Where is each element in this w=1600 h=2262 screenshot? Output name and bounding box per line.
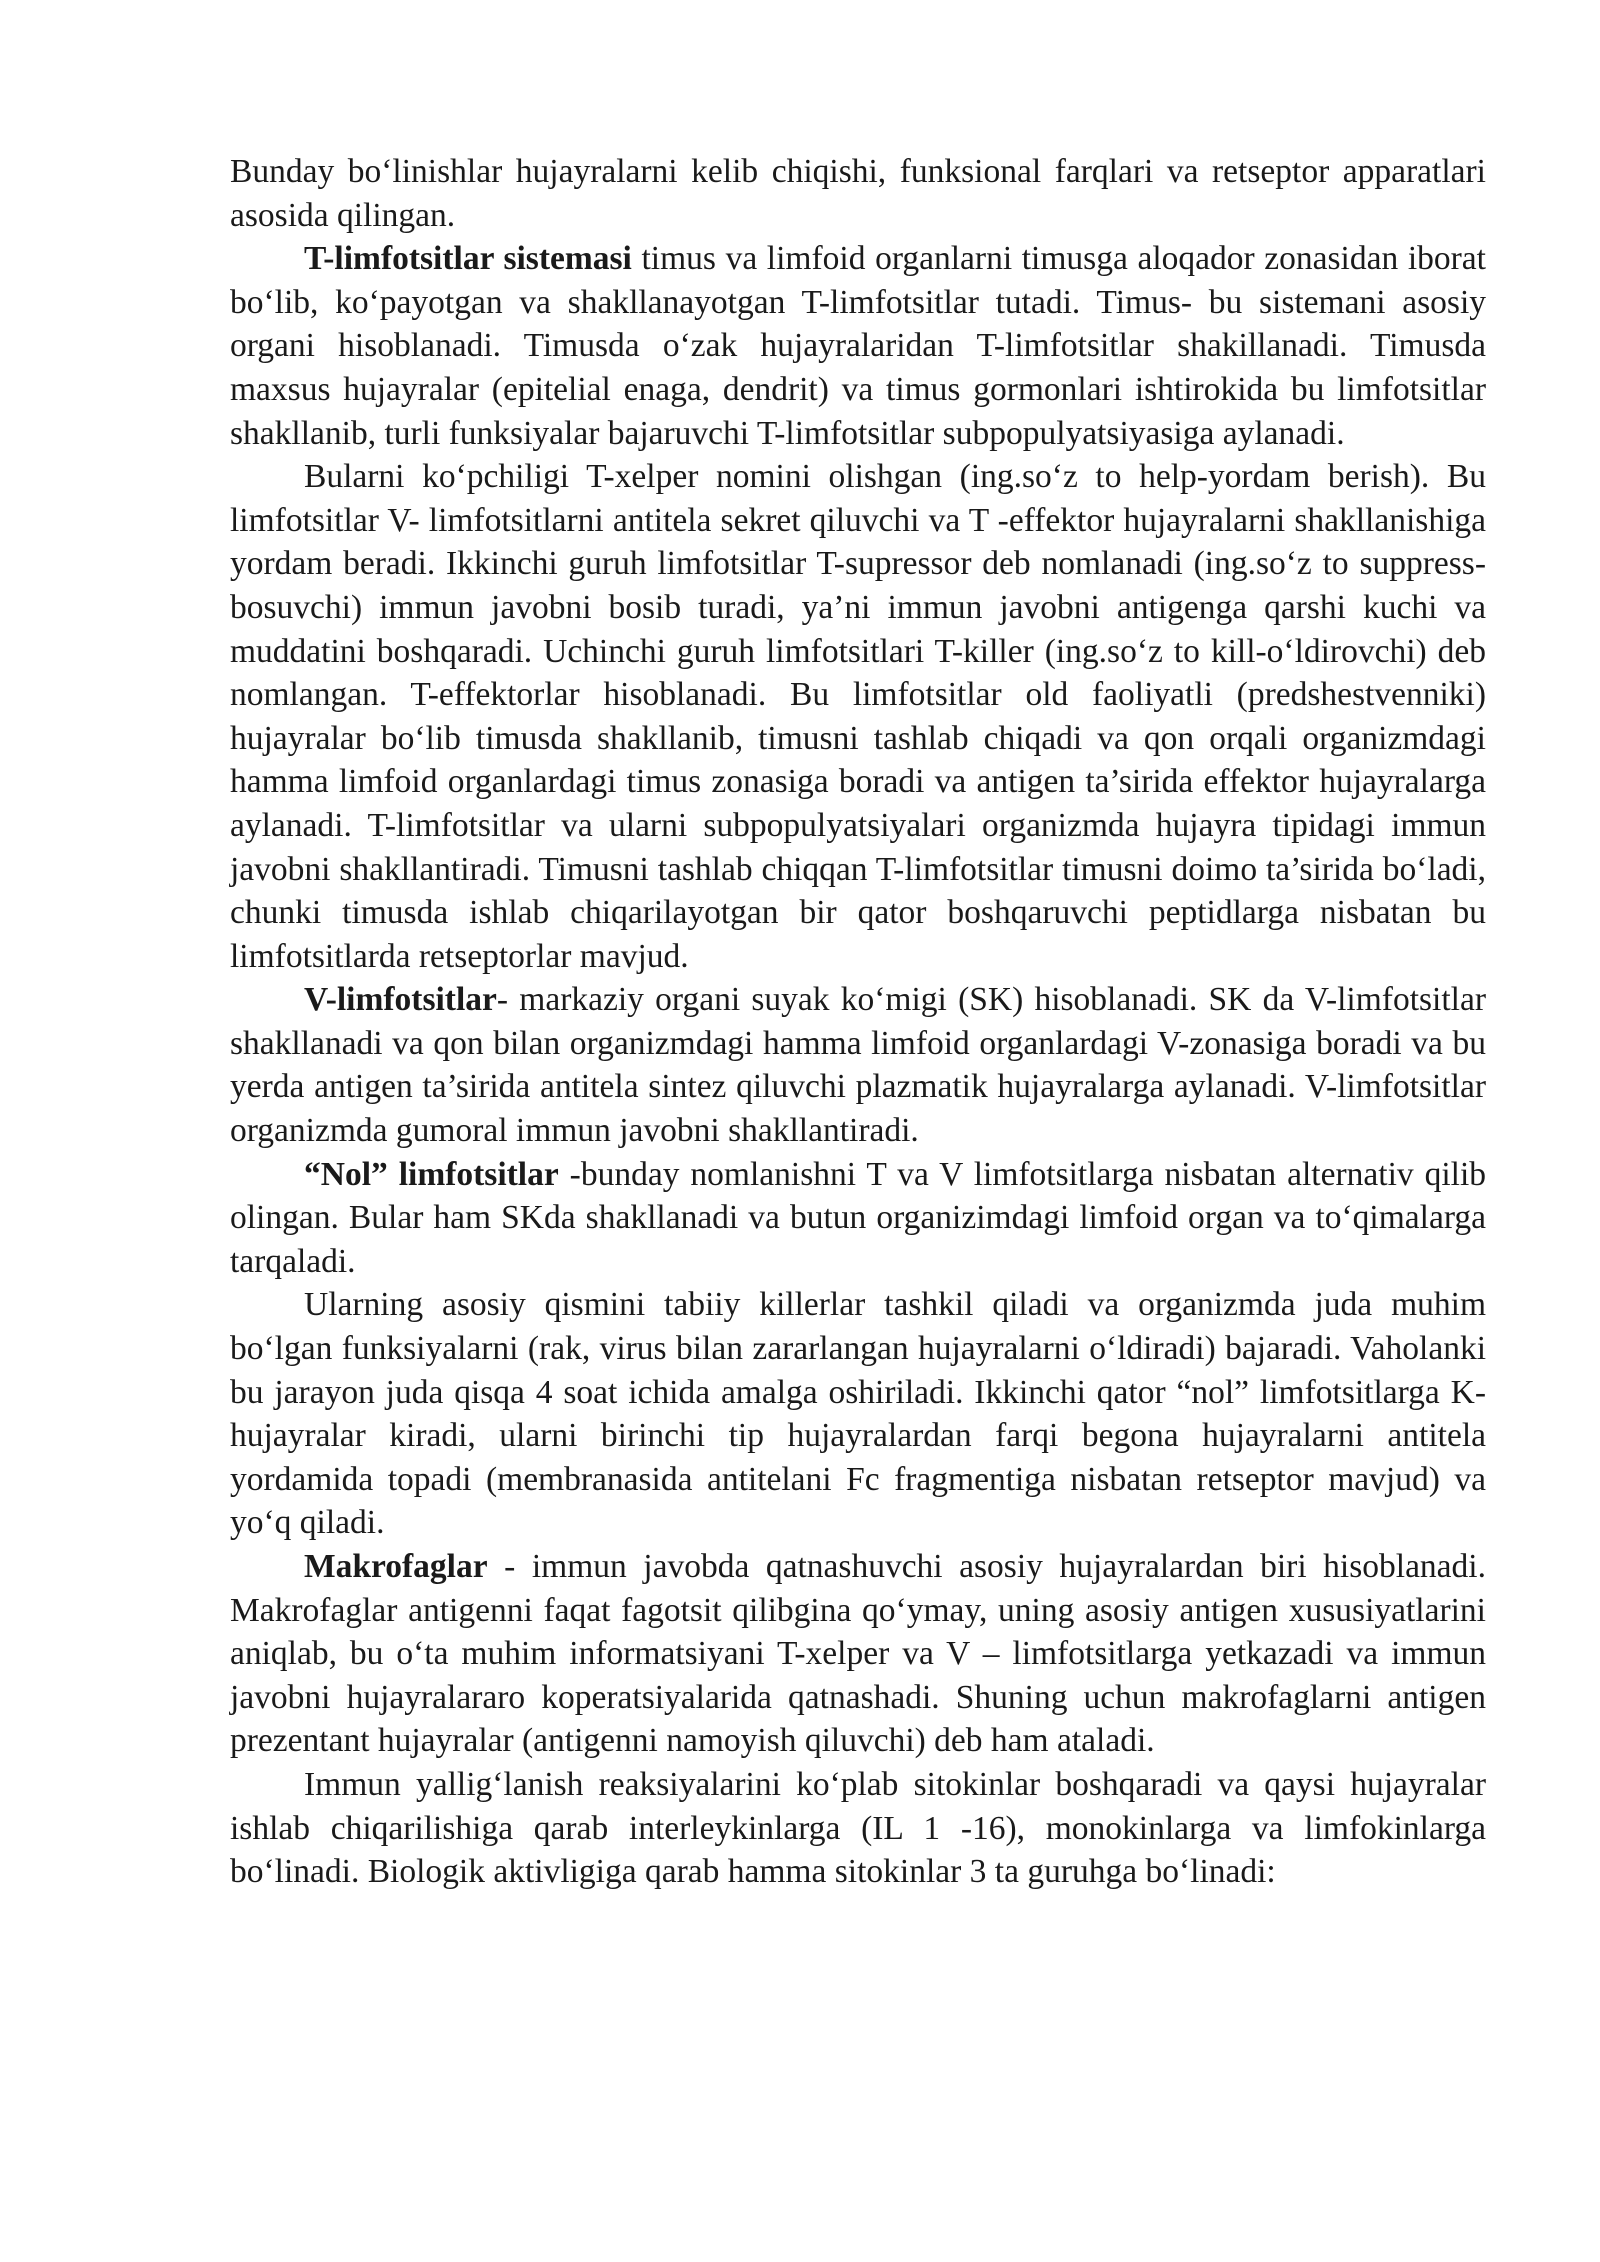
paragraph-term: V-limfotsitlar xyxy=(304,981,497,1019)
paragraph-term: “Nol” limfotsitlar xyxy=(304,1155,559,1193)
paragraph-text: Bularni ko‘pchiligi T-xelper nomini olishgan (ing.so‘z to help-yordam berish). Bu limfotsitlar V- limfotsitlarni antitela sekret qiluvchi va T -effektor hujayralarni shakllanishiga yordam beradi. Ikkinchi guruh limfotsitlar T-supressor deb nomlanadi (ing.so‘z to suppress-bosuvchi) immun javobni bosib turadi, ya’ni immun javobni antigenga qarshi kuchi va muddatini boshqaradi. Uchinchi guruh limfotsitlari T-killer (ing.so‘z to kill-o‘ldirovchi) deb nomlangan. T-effektorlar hisoblanadi. Bu limfotsitlar old faoliyatli (predshestvenniki) hujayralar bo‘lib timusda shakllanib, timusni tashlab chiqadi va qon orqali organizmdagi hamma limfoid organlardagi timus zonasiga boradi va antigen ta’sirida effektor hujayralarga aylanadi. T-limfotsitlar va ularni subpopulyatsiyalari organizmda hujayra tipidagi immun javobni shakllantiradi. Timusni tashlab chiqqan T-limfotsitlar timusni doimo ta’sirida bo‘ladi, chunki timusda ishlab chiqarilayotgan bir qator boshqaruvchi peptidlarga nisbatan bu limfotsitlarda retseptorlar mavjud. xyxy=(230,458,1486,975)
paragraph-text: - immun javobda qatnashuvchi asosiy hujayralardan biri hisoblanadi. Makrofaglar antigenni faqat fagotsit qilibgina qo‘ymay, uning asosiy antigen xususiyatlarini aniqlab, bu o‘ta muhim informatsiyani T-xelper va V – limfotsitlarga yetkazadi va immun javobni hujayralararo koperatsiyalarida qatnashadi. Shuning uchun makrofaglarni antigen prezentant hujayralar (antigenni namoyish qiluvchi) deb ham ataladi. xyxy=(230,1548,1486,1760)
paragraph-cytokines xyxy=(230,1763,1486,1894)
paragraph-null-lymphocytes xyxy=(230,1153,1486,1284)
paragraph-t-lymphocyte-system xyxy=(230,237,1486,455)
document-page xyxy=(230,150,1486,1894)
paragraph-text: Ularning asosiy qismini tabiiy killerlar tashkil qiladi va organizmda juda muhim bo‘lgan funksiyalarni (rak, virus bilan zararlangan hujayralarni o‘ldiradi) bajaradi. Vaholanki bu jarayon juda qisqa 4 soat ichida amalga oshiriladi. Ikkinchi qator “nol” limfotsitlarga K-hujayralar kiradi, ularni birinchi tip hujayralardan farqi begona hujayralarni antitela yordamida topadi (membranasida antitelani Fc fragmentiga nisbatan retseptor mavjud) va yo‘q qiladi. xyxy=(230,1286,1486,1542)
paragraph-text: -bunday nomlanishni T va V limfotsitlarga nisbatan alternativ qilib olingan. Bular ham SKda shakllanadi va butun organizimdagi limfoid organ va to‘qimalarga tarqaladi. xyxy=(230,1155,1486,1280)
paragraph-term: Makrofaglar xyxy=(304,1548,488,1585)
paragraph-text: timus va limfoid organlarni timusga aloqador zonasidan iborat bo‘lib, ko‘payotgan va shakllanayotgan T-limfotsitlar tutadi. Timus- bu sistemani asosiy organi hisoblanadi. Timusda o‘zak hujayralaridan T-limfotsitlar shakillanadi. Timusda maxsus hujayralar (epitelial enaga, dendrit) va timus gormonlari ishtirokida bu limfotsitlar shakllanib, turli funksiyalar bajaruvchi T-limfotsitlar subpopulyatsiyasiga aylanadi. xyxy=(230,240,1486,452)
paragraph-text: - markaziy organi suyak ko‘migi (SK) hisoblanadi. SK da V-limfotsitlar shakllanadi va qon bilan organizmdagi hamma limfoid organlardagi V-zonasiga boradi va bu yerda antigen ta’sirida antitela sintez qiluvchi plazmatik hujayralarga aylanadi. V-limfotsitlar organizmda gumoral immun javobni shakllantiradi. xyxy=(230,981,1486,1150)
paragraph-natural-killers xyxy=(230,1283,1486,1545)
paragraph-text: Immun yallig‘lanish reaksiyalarini ko‘plab sitokinlar boshqaradi va qaysi hujayralar ishlab chiqarilishiga qarab interleykinlarga (IL 1 -16), monokinlarga va limfokinlarga bo‘linadi. Biologik aktivligiga qarab hamma sitokinlar 3 ta guruhga bo‘linadi: xyxy=(230,1765,1486,1891)
paragraph-macrophages xyxy=(230,1545,1486,1763)
paragraph-t-helper xyxy=(230,455,1486,978)
paragraph-term: T-limfotsitlar sistemasi xyxy=(304,240,632,278)
paragraph-intro xyxy=(230,150,1486,237)
paragraph-text: Bunday bo‘linishlar hujayralarni kelib chiqishi, funksional farqlari va retseptor apparatlari asosida qilingan. xyxy=(230,153,1486,234)
paragraph-v-lymphocytes xyxy=(230,978,1486,1152)
